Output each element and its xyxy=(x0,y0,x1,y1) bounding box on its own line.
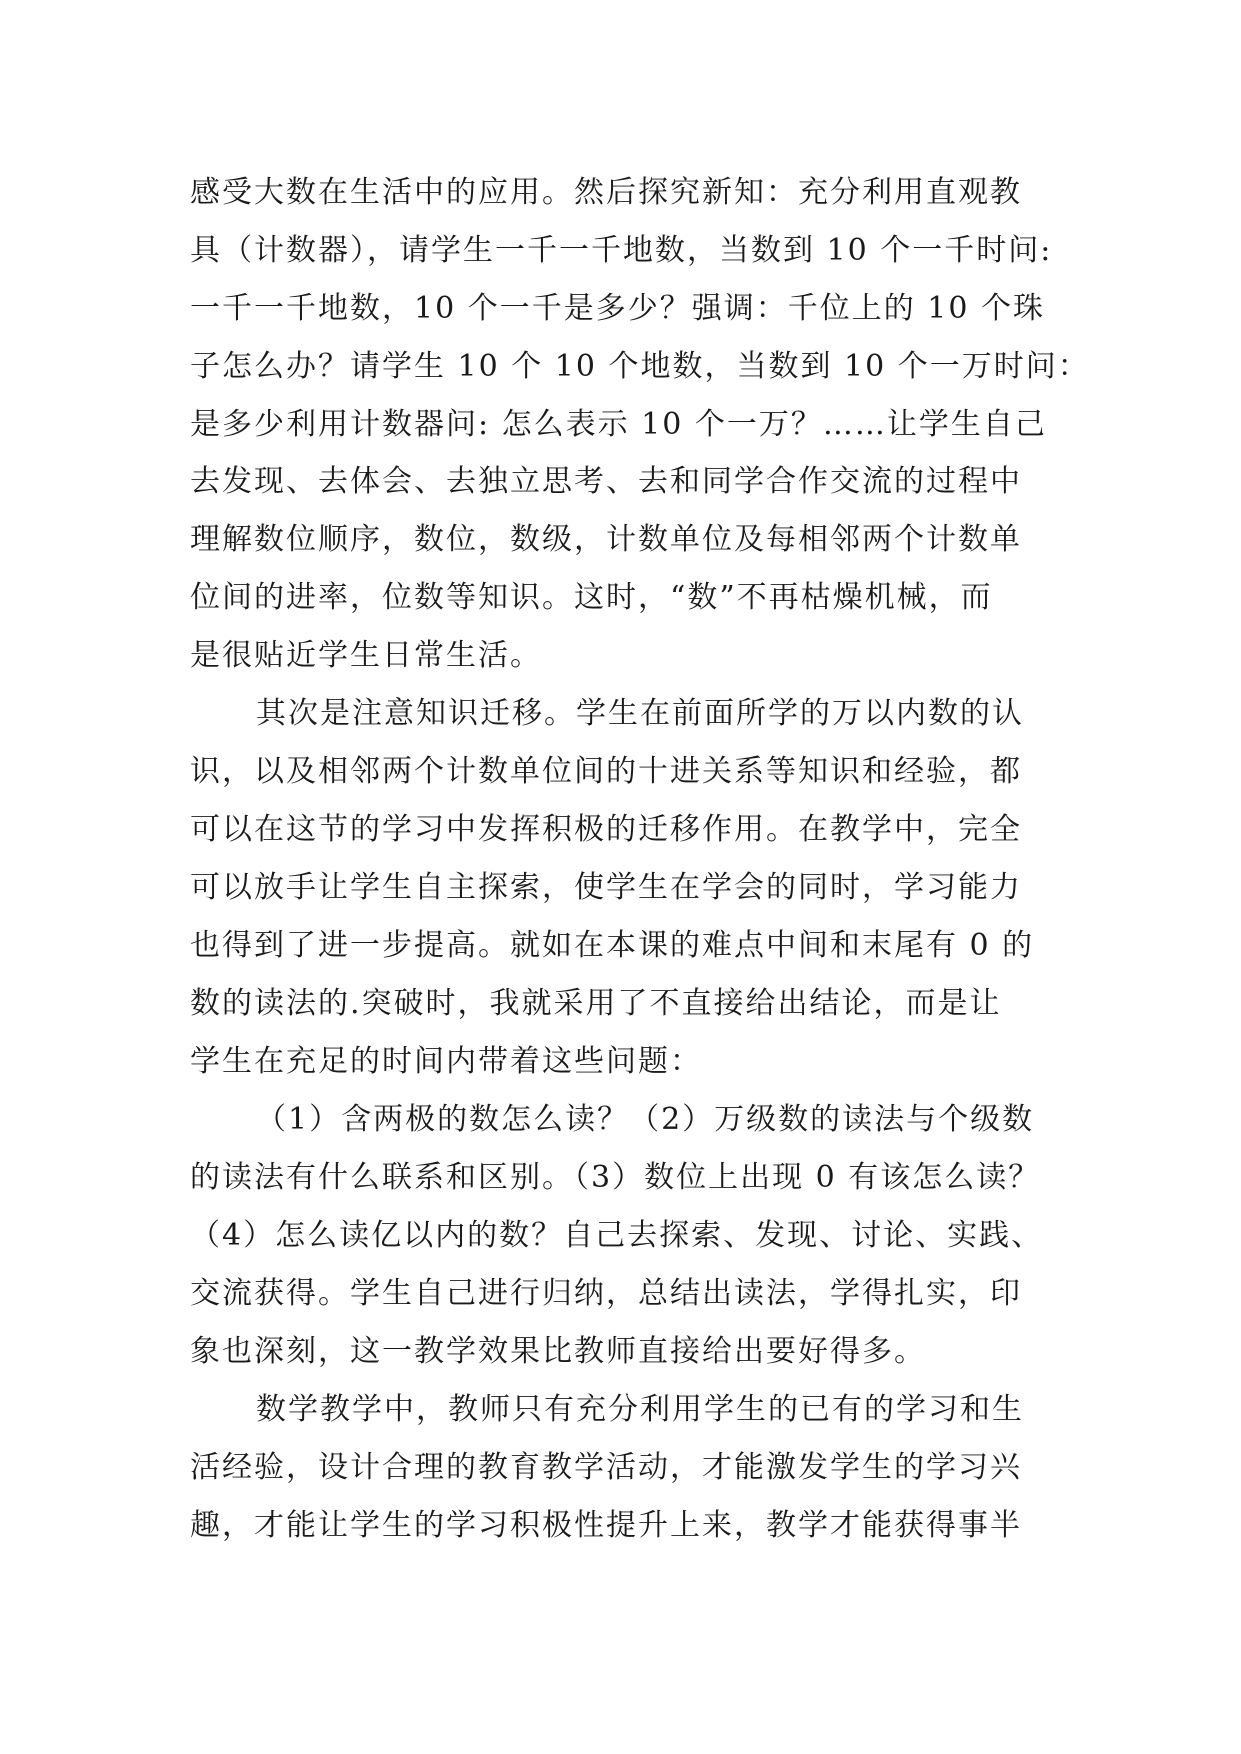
text-line: 具（计数器），请学生一千一千地数，当数到 10 个一千时问: xyxy=(190,233,1053,268)
text-line: 可以放手让学生自主探索，使学生在学会的同时，学习能力 xyxy=(190,870,1022,905)
text-line: 一千一千地数，10 个一千是多少？强调：千位上的 10 个珠 xyxy=(190,291,1045,326)
text-line: 学生在充足的时间内带着这些问题： xyxy=(190,1044,702,1079)
text-line: 是多少利用计数器问: 怎么表示 10 个一万？……让学生自己 xyxy=(190,407,1047,442)
text-line: 可以在这节的学习中发挥积极的迁移作用。在教学中，完全 xyxy=(190,812,1022,847)
text-line: 趣，才能让学生的学习积极性提升上来，教学才能获得事半 xyxy=(190,1508,1022,1543)
text-line: 活经验，设计合理的教育教学活动，才能激发学生的学习兴 xyxy=(190,1450,1022,1485)
text-line: 感受大数在生活中的应用。然后探究新知：充分利用直观教 xyxy=(190,175,1022,210)
text-line: 的读法有什么联系和区别。（3）数位上出现 0 有该怎么读？ xyxy=(190,1160,1041,1195)
text-line: 数的读法的.突破时，我就采用了不直接给出结论，而是让 xyxy=(190,986,1002,1021)
text-line: 交流获得。学生自己进行归纳，总结出读法，学得扎实，印 xyxy=(190,1276,1022,1311)
text-line: 子怎么办？请学生 10 个 10 个地数，当数到 10 个一万时问： xyxy=(190,349,1090,384)
text-line: 是很贴近学生日常生活。 xyxy=(190,638,542,673)
text-line: 理解数位顺序，数位，数级，计数单位及每相邻两个计数单 xyxy=(190,522,1022,557)
text-line: 识，以及相邻两个计数单位间的十进关系等知识和经验，都 xyxy=(190,754,1022,789)
text-line: 象也深刻，这一教学效果比教师直接给出要好得多。 xyxy=(190,1334,926,1369)
text-line: 也得到了进一步提高。就如在本课的难点中间和末尾有 0 的 xyxy=(190,928,1035,963)
question-list-line: （1）含两极的数怎么读？（2）万级数的读法与个级数 xyxy=(256,1102,1035,1137)
paragraph-first-line: 数学教学中，教师只有充分利用学生的已有的学习和生 xyxy=(256,1392,1024,1427)
text-line: 去发现、去体会、去独立思考、去和同学合作交流的过程中 xyxy=(190,464,1022,499)
paragraph-first-line: 其次是注意知识迁移。学生在前面所学的万以内数的认 xyxy=(256,696,1024,731)
text-line: 位间的进率，位数等知识。这时，“数”不再枯燥机械，而 xyxy=(190,580,993,615)
text-line: （4）怎么读亿以内的数？自己去探索、发现、讨论、实践、 xyxy=(190,1218,1044,1253)
